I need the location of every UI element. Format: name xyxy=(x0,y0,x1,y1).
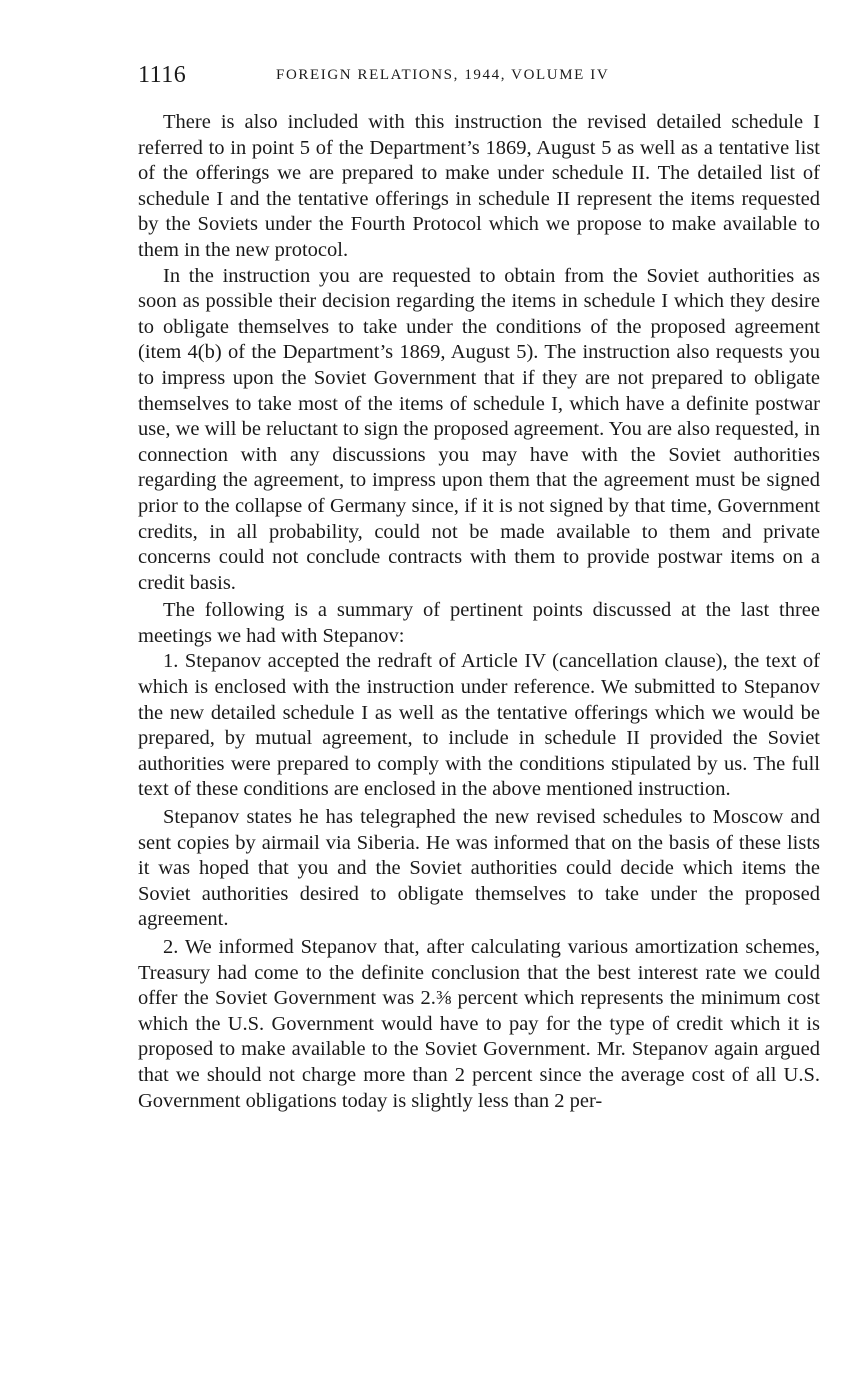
paragraph-stepanov-telegraph: Stepanov states he has telegraphed the new revised schedules to Moscow and sent copies by airmail via Siberia. He was informed that on the basis of these lists it was hoped that you and the Soviet authorities could decide which items the Soviet authorities desired to obligate themselves to take under the proposed agreement. xyxy=(138,806,820,931)
body-text xyxy=(138,110,820,1114)
paragraph-summary-intro: The following is a summary of pertinent points discussed at the last three meetings we had with Stepanov: xyxy=(138,599,820,647)
paragraph-schedule-instruction: There is also included with this instruction the revised detailed schedule I referred to in point 5 of the Department’s 1869, August 5 as well as a tentative list of the offerings we are prepared to make under schedule II. The detailed list of schedule I and the tentative offerings in schedule II represent the items requested by the Soviets under the Fourth Protocol which we propose to make available to them in the new protocol. xyxy=(138,111,820,261)
paragraph-soviet-decision: In the instruction you are requested to obtain from the Soviet authorities as soon as possible their decision regarding the items in schedule I which they desire to obligate themselves to take under the conditions of the proposed agreement (item 4(b) of the Department’s 1869, August 5). The instruction also requests you to impress upon the Soviet Government that if they are not prepared to obligate themselves to take most of the items of schedule I, which have a definite postwar use, we will be reluctant to sign the proposed agreement. You are also requested, in connection with any discussions you may have with the Soviet authorities regarding the agreement, to impress upon them that the agreement must be signed prior to the collapse of Germany since, if it is not signed by that time, Government credits, in all probability, could not be made available to them and private concerns could not conclude contracts with them to provide postwar items on a credit basis. xyxy=(138,264,821,594)
running-head xyxy=(138,62,820,96)
page-number: 1116 xyxy=(138,62,187,88)
running-title: FOREIGN RELATIONS, 1944, VOLUME IV xyxy=(276,67,610,83)
paragraph-point-1: 1. Stepanov accepted the redraft of Article IV (cancellation clause), the text of which is enclosed with the instruction under reference. We submitted to Stepanov the new detailed schedule I as well as the tentative offerings which we would be prepared, by mutual agreement, to include in schedule II provided the Soviet authorities were prepared to comply with the conditions stipulated by us. The full text of these conditions are enclosed in the above mentioned instruction. xyxy=(138,650,820,801)
document-page xyxy=(138,62,820,1114)
paragraph-point-2: 2. We informed Stepanov that, after calculating various amortization schemes, Treasury had come to the definite conclusion that the best interest rate we could offer the Soviet Government was 2.⅜ percent which represents the minimum cost which the U.S. Government would have to pay for the type of credit which it is proposed to make available to the Soviet Government. Mr. Stepanov again argued that we should not charge more than 2 percent since the average cost of all U.S. Government obligations today is slightly less than 2 per- xyxy=(138,936,820,1112)
